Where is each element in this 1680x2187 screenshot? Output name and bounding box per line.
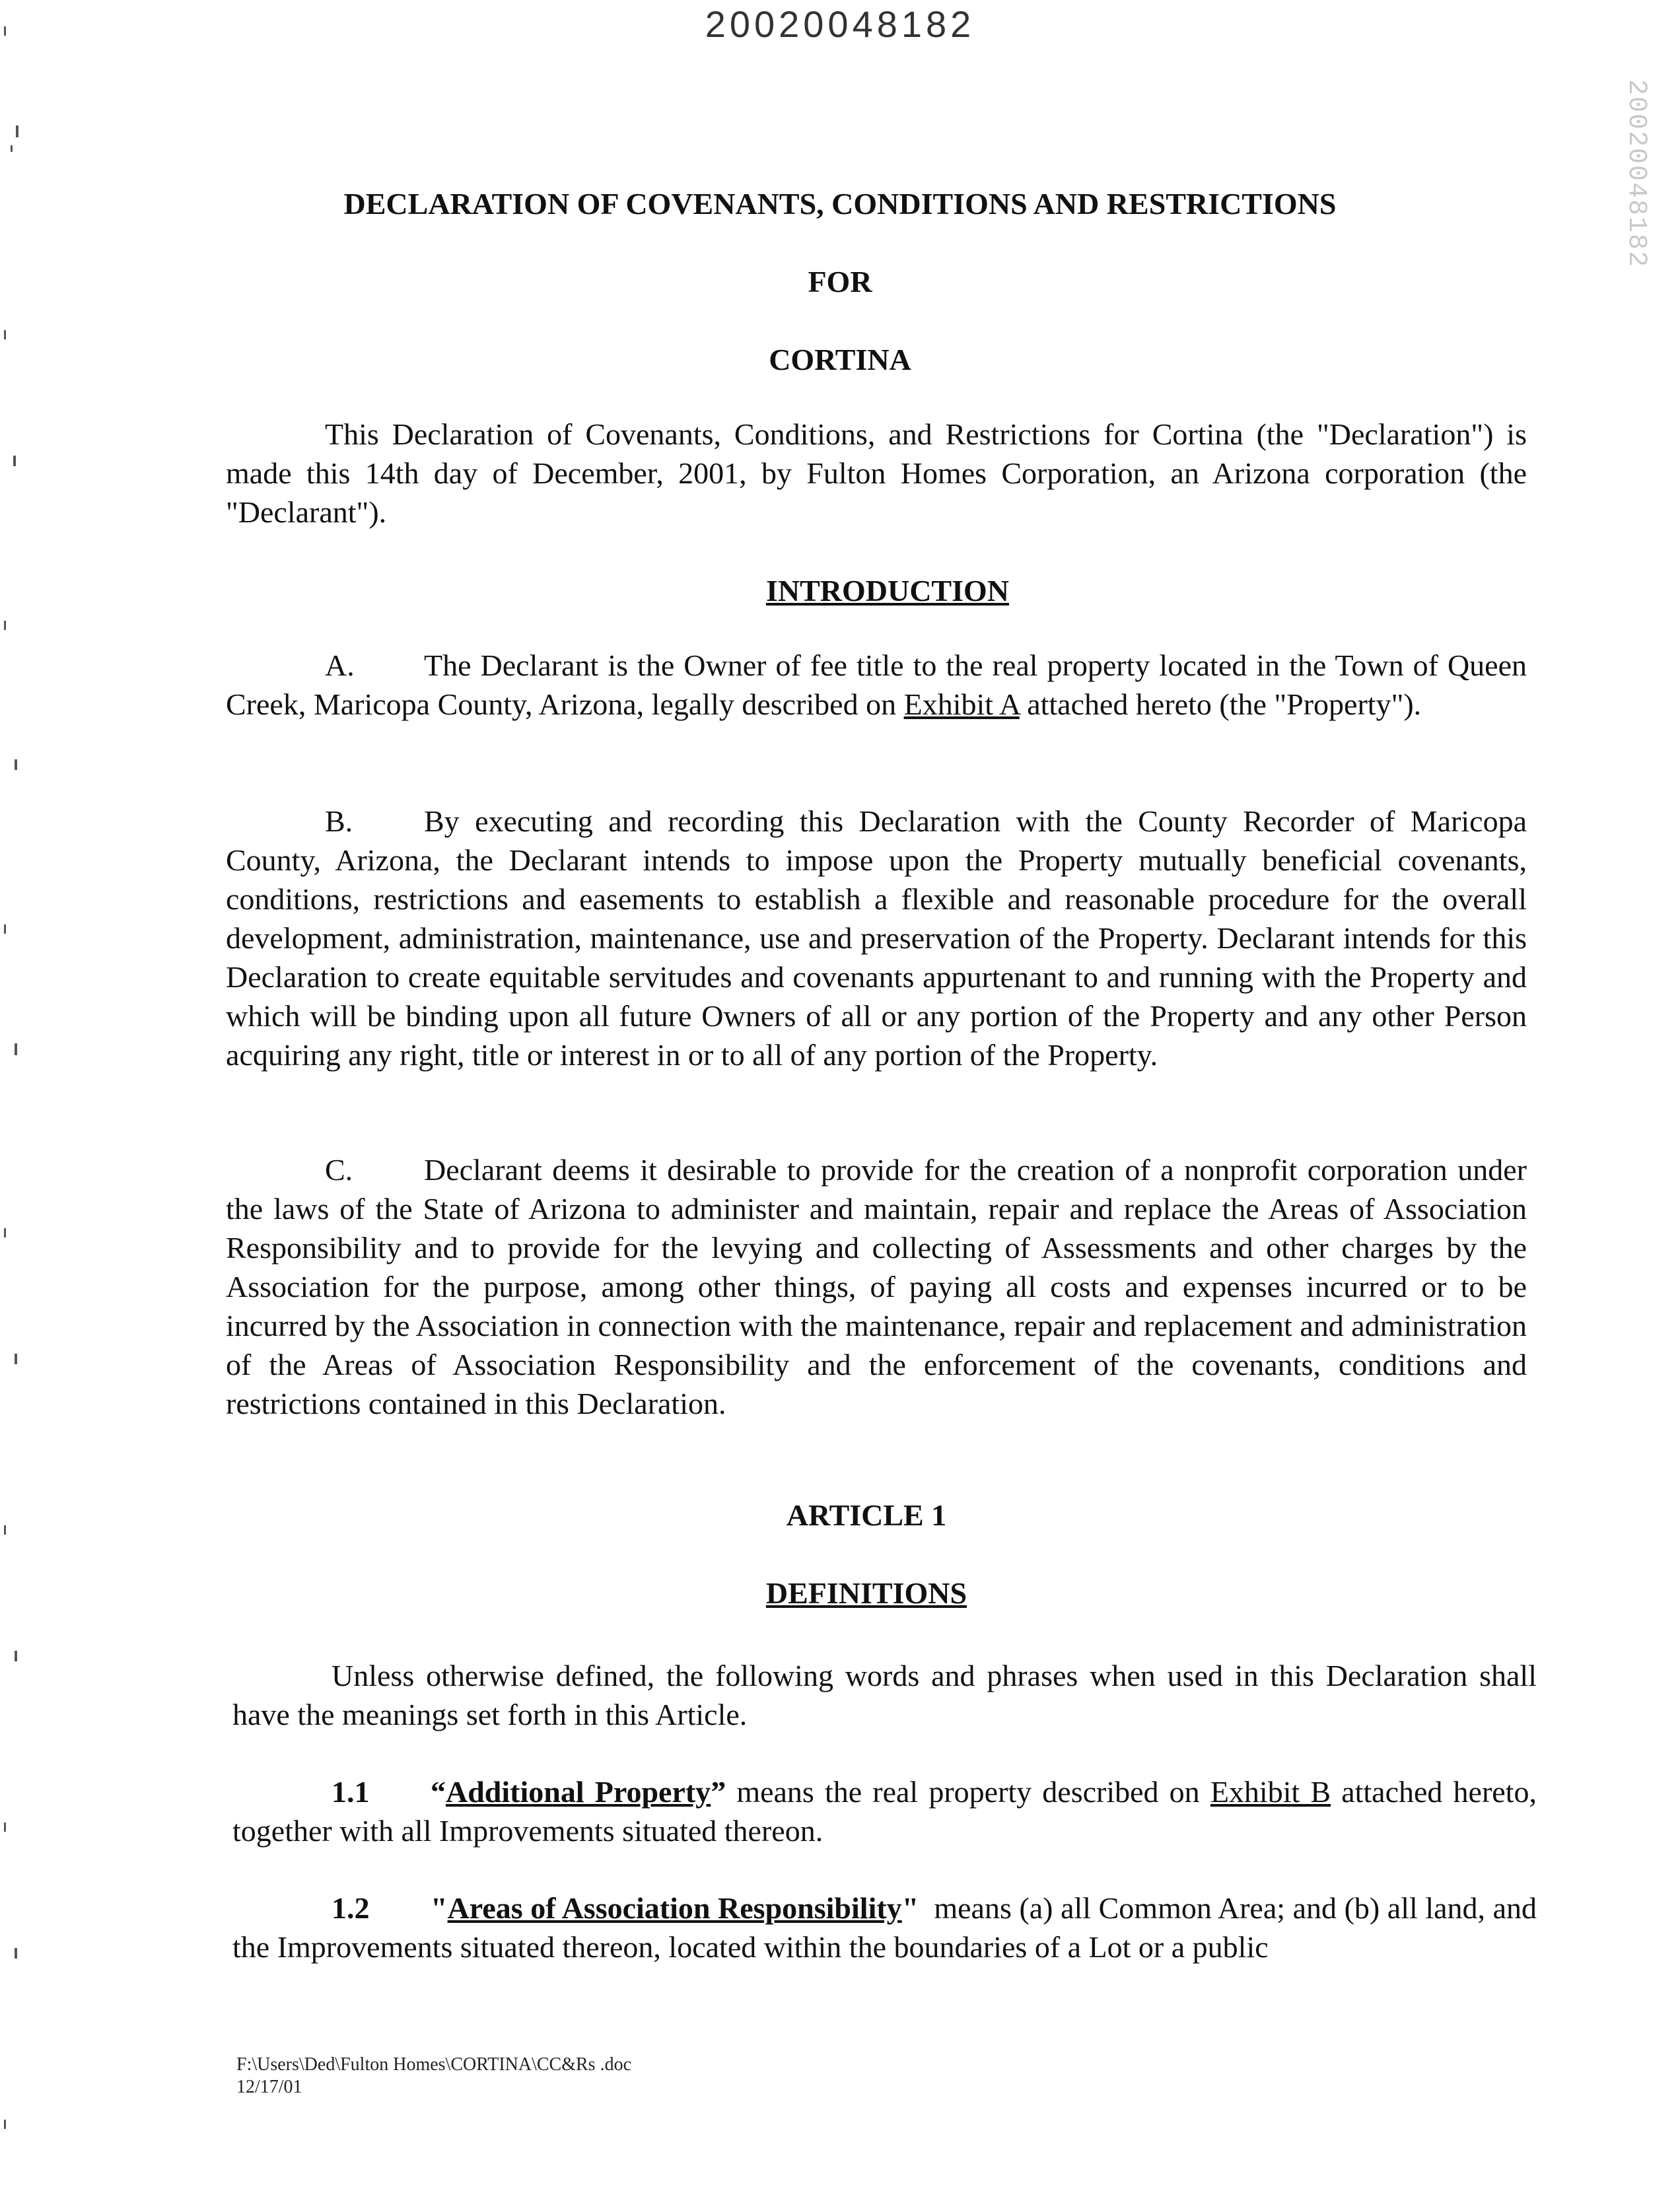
recital-a-text-before: The Declarant is the Owner of fee title to the real property located in the Town of Queen Creek, Maricopa County, Arizona, legally described on [226, 648, 1527, 721]
title-for: FOR [808, 265, 872, 298]
definition-1-2-close-quote: " [901, 1891, 919, 1925]
introduction-heading: INTRODUCTION [765, 574, 1010, 608]
definition-1-2-term: Areas of Association Responsibility [447, 1891, 902, 1925]
document-number: 20020048182 [705, 3, 975, 45]
definition-1-2-text: means (a) all Common Area; and (b) all land, and the Improvements situated thereon, located within the boundaries of a Lot or a public [232, 1891, 1545, 1964]
recital-c [226, 1150, 1527, 1423]
recital-b [226, 802, 1527, 1074]
scan-margin-marks [0, 0, 46, 2187]
definition-1-1-close-quote: ” [711, 1775, 726, 1809]
recital-a [226, 646, 1527, 724]
recital-c-label: C. [325, 1153, 353, 1187]
recital-a-label: A. [325, 648, 355, 682]
definitions-preamble: Unless otherwise defined, the following words and phrases when used in this Declaration shall have the meanings set forth in this Article. [232, 1659, 1537, 1731]
footer-file-path: F:\Users\Ded\Fulton Homes\CORTINA\CC&Rs .doc [236, 2054, 632, 2075]
title-project-name: CORTINA [769, 343, 911, 376]
definition-1-1-term: Additional Property [446, 1775, 711, 1809]
definitions-heading: DEFINITIONS [765, 1576, 967, 1610]
definition-1-1-text-before: means the real property described on [726, 1775, 1210, 1809]
recording-stamp: 20020048182 [1621, 79, 1651, 269]
definition-1-2-open-quote: " [431, 1891, 448, 1925]
recital-b-label: B. [325, 804, 353, 838]
recital-a-text-after: attached hereto (the "Property"). [1019, 687, 1422, 721]
article-label: ARTICLE 1 [786, 1498, 947, 1532]
definition-1-1-number: 1.1 [332, 1775, 370, 1809]
definition-1-1 [232, 1772, 1537, 1850]
exhibit-a-reference: Exhibit A [903, 687, 1020, 721]
recital-c-text: Declarant deems it desirable to provide for the creation of a nonprofit corporation under the laws of the State of Arizona to administer and maintain, repair and replace the Areas of Association Responsibility and to provide for the levying and collecting of Assessments and other charges by the Association for the purpose, among other things, of paying all costs and expenses incurred or to be incurred by the Association in connection with the maintenance, repair and replacement and administration of the Areas of Association Responsibility and the enforcement of the covenants, conditions and restrictions contained in this Declaration. [226, 1153, 1527, 1420]
definition-1-1-open-quote: “ [431, 1775, 446, 1809]
exhibit-b-reference: Exhibit B [1210, 1775, 1331, 1809]
document-footer [236, 2054, 631, 2099]
definition-1-2-number: 1.2 [332, 1891, 370, 1925]
definition-1-2 [232, 1889, 1545, 1966]
recital-b-text: By executing and recording this Declaration with the County Recorder of Maricopa County, Arizona, the Declarant intends to impose upon the Property mutually beneficial covenants, conditions, restrictions and easements to establish a flexible and reasonable procedure for the overall development, administration, maintenance, use and preservation of the Property. Declarant intends for this Declaration to create equitable servitudes and covenants appurtenant to and running with the Property and which will be binding upon all future Owners of all or any portion of the Property and any other Person acquiring any right, title or interest in or to all of any portion of the Property. [226, 804, 1527, 1072]
intro-paragraph: This Declaration of Covenants, Conditions, and Restrictions for Cortina (the "Declaration") is made this 14th day of December, 2001, by Fulton Homes Corporation, an Arizona corporation (the "Declarant"). [226, 417, 1527, 529]
definition-1-1-text-after: attached hereto, together with all Improvements situated thereon. [232, 1775, 1537, 1848]
footer-date: 12/17/01 [236, 2077, 302, 2097]
document-title: DECLARATION OF COVENANTS, CONDITIONS AND RESTRICTIONS [343, 187, 1337, 221]
